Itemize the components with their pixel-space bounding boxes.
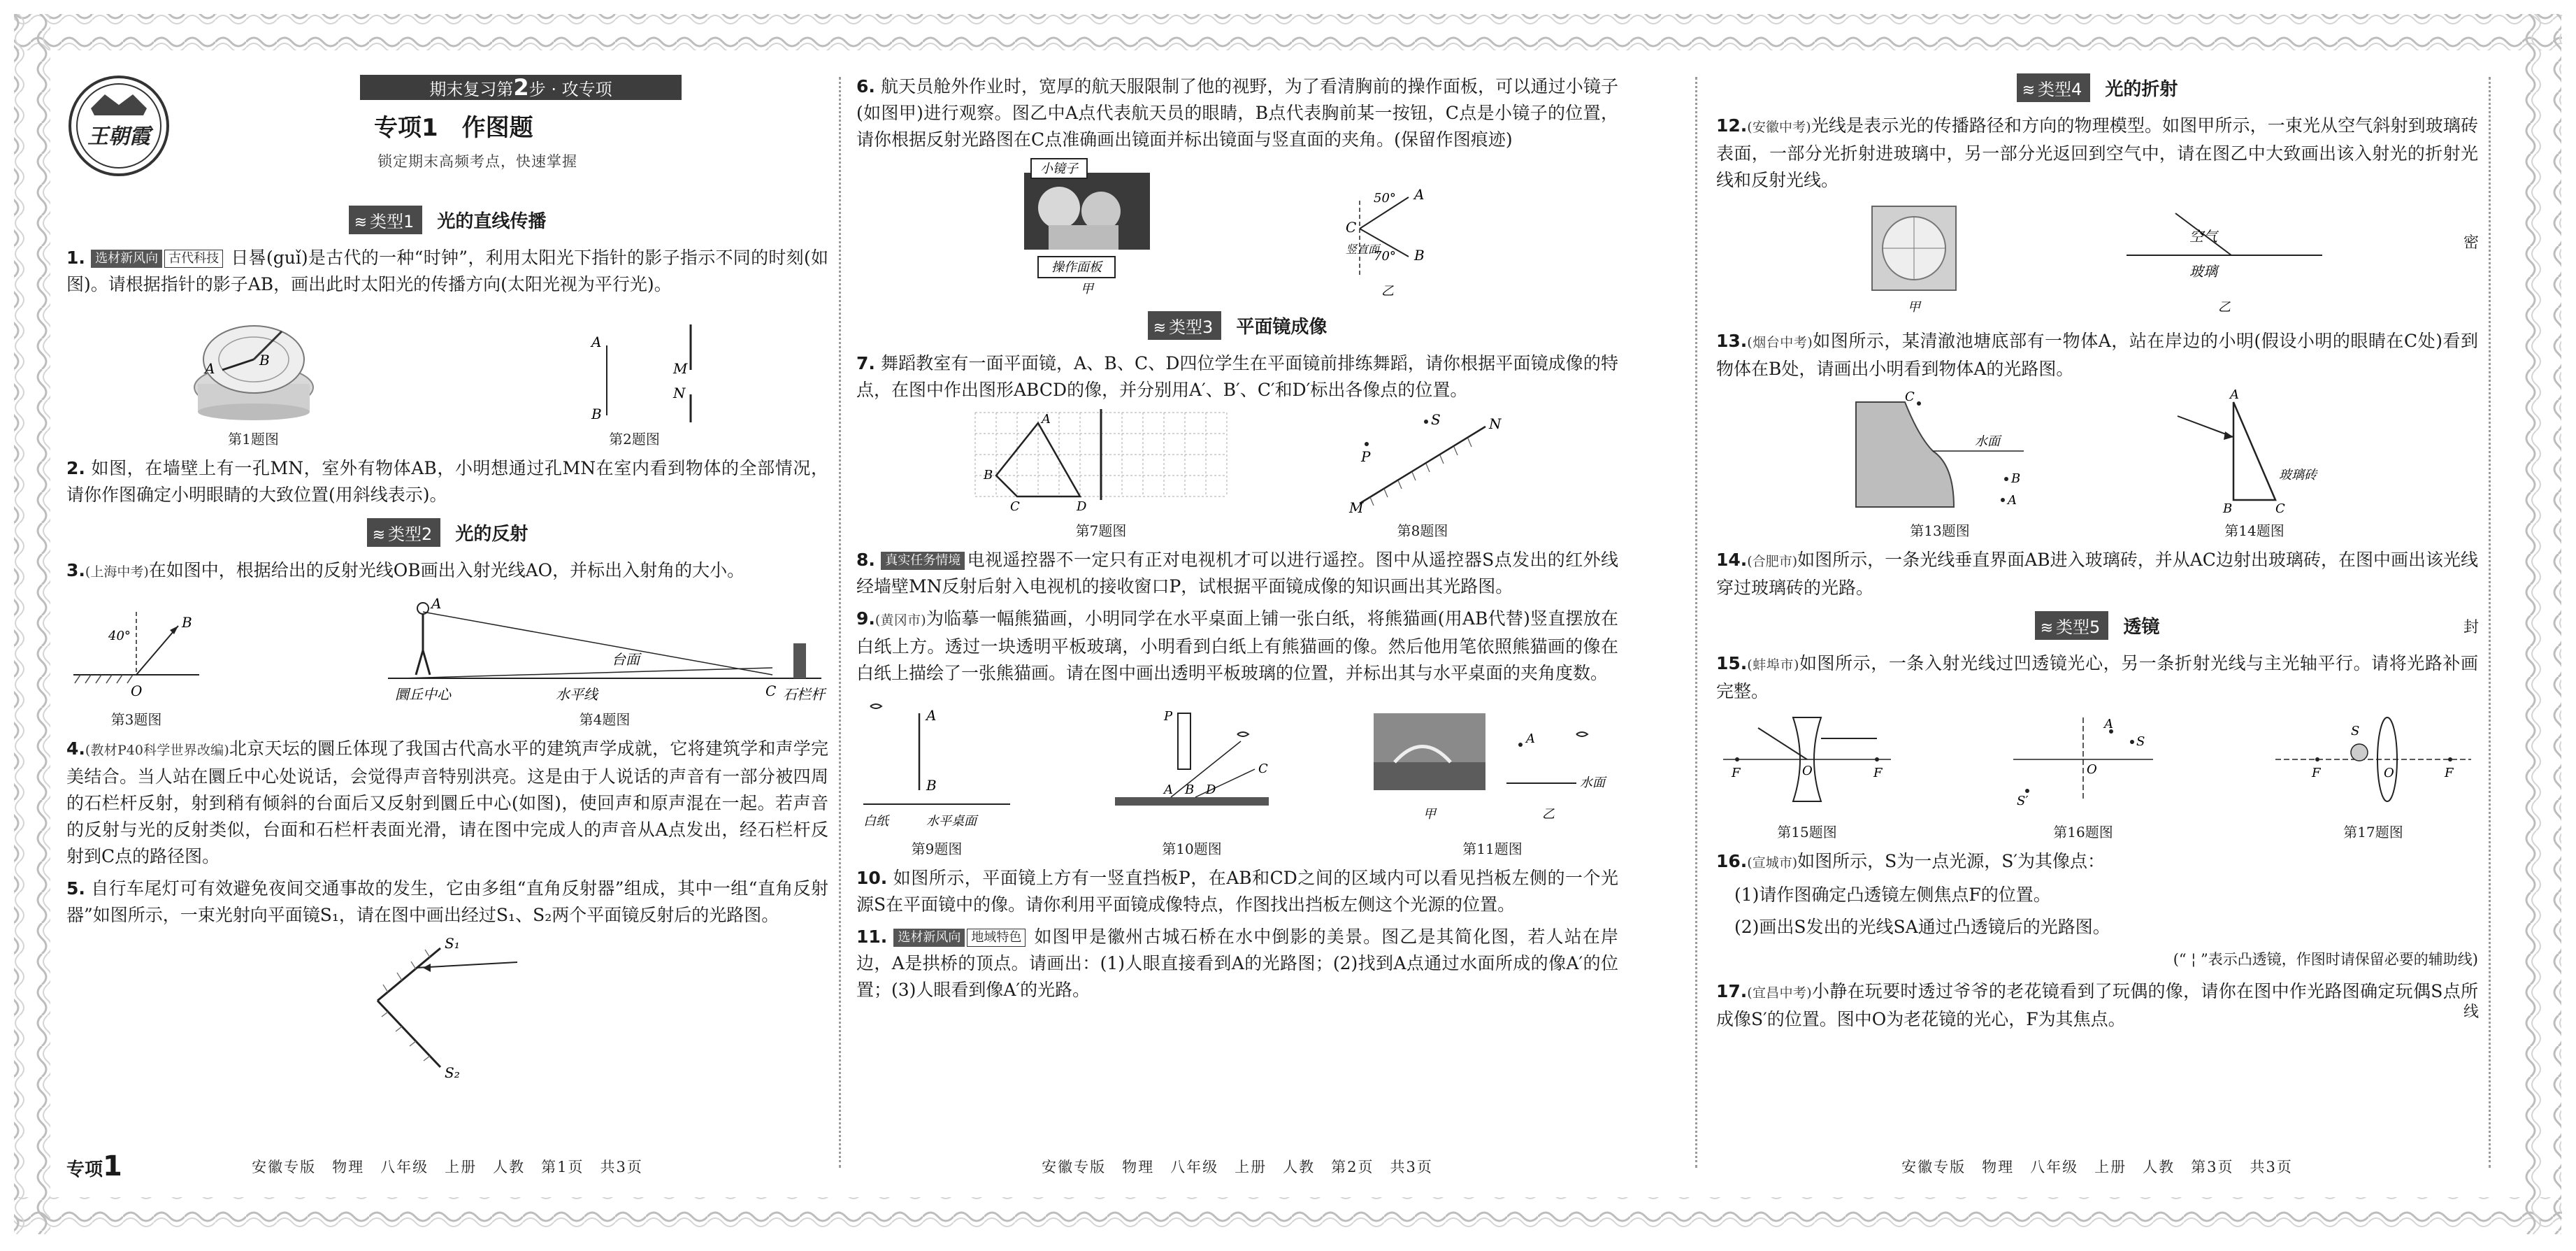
page-3: [1716, 73, 2478, 1185]
svg-text:A: A: [2230, 387, 2239, 402]
section-badge: ≋ 类型3: [1148, 311, 1222, 340]
section-type4: [1716, 73, 2478, 101]
page-footer: 安徽专版 物理 八年级 上册 人教 第1页 共3页: [252, 1159, 643, 1175]
svg-text:C: C: [2275, 501, 2285, 516]
svg-text:B: B: [2011, 471, 2021, 486]
figure-2: A B M N 第2题图: [591, 334, 687, 448]
svg-text:石栏杆: 石栏杆: [783, 686, 825, 703]
svg-text:P: P: [1361, 448, 1371, 465]
question-16-part-2: (2)画出S发出的光线SA通过凸透镜后的光路图。: [1734, 917, 2110, 937]
section-badge: ≋ 类型5: [2035, 611, 2109, 640]
svg-text:S₁: S₁: [445, 935, 460, 952]
question-16-part-1: (1)请作图确定凸透镜左侧焦点F的位置。: [1734, 885, 2051, 905]
page-2: [856, 73, 1618, 1185]
svg-text:C: C: [1905, 389, 1915, 404]
tag-new-trend: 选材新风向: [893, 929, 965, 947]
svg-text:F: F: [1732, 766, 1741, 780]
svg-text:B: B: [591, 406, 602, 422]
question-7: 7. 舞蹈教室有一面平面镜，A、B、C、D四位学生在平面镜前排练舞蹈，请你根据平面镜成像的特点，在图中作出图形ABCD的像，并分别用A′、B′、C′和D′标出各像点的位置。: [856, 353, 1618, 400]
svg-text:F: F: [1873, 766, 1883, 780]
svg-text:S₂: S₂: [445, 1064, 460, 1081]
question-14: 14.(合肥市)如图所示，一条光线垂直界面AB进入玻璃砖，并从AC边射出玻璃砖，在图中画出该光线穿过玻璃砖的光路。: [1716, 550, 2478, 598]
figure-12: [1716, 199, 2478, 321]
question-5: 5. 自行车尾灯可有效避免夜间交通事故的发生，它由多组“直角反射器”组成，其中一组“直角反射器”如图所示，一束光射向平面镜S₁，请在图中画出经过S₁、S₂两个平面镜反射后的光路图。: [66, 878, 828, 925]
question-3: 3.(上海中考)在如图中，根据给出的反射光线OB画出入射光线AO，并标出入射角的大小。: [66, 560, 745, 580]
svg-text:水面: 水面: [1975, 434, 2000, 449]
section-type3: [856, 311, 1618, 339]
svg-text:A: A: [2008, 493, 2017, 508]
page-footer: 安徽专版 物理 八年级 上册 人教 第2页 共3页: [1042, 1159, 1433, 1175]
question-17: 17.(宜昌中考)小静在玩要时透过爷爷的老花镜看到了玩偶的像，请你在图中作光路图确定玩偶S点所成像S′的位置。图中O为老花镜的光心，F为其焦点。: [1716, 981, 2478, 1029]
svg-text:A: A: [1042, 412, 1051, 427]
svg-text:台面: 台面: [612, 651, 640, 668]
svg-text:D: D: [1077, 499, 1087, 514]
figures-3-4: [66, 591, 828, 729]
question-2: 2. 如图，在墙壁上有一孔MN，室外有物体AB，小明想通过孔MN在室内看到物体的全部情况，请你作图确定小明眼睛的大致位置(用斜线表示)。: [66, 458, 828, 505]
svg-text:小镜子: 小镜子: [1040, 162, 1078, 176]
svg-text:S: S: [2351, 724, 2360, 738]
section-title: 透镜: [2123, 617, 2160, 638]
footer-section-label: 专项1: [66, 1150, 122, 1182]
svg-text:O: O: [131, 682, 143, 699]
figures-1-2: [66, 303, 828, 448]
brand-logo: [66, 73, 171, 178]
figures-9-10-11: [856, 692, 1618, 858]
svg-text:40°: 40°: [108, 629, 131, 643]
svg-text:甲: 甲: [1908, 300, 1921, 315]
svg-text:O: O: [2384, 766, 2394, 780]
column-divider-3: [2489, 77, 2491, 1168]
figure-8: P S N M 第8题图: [1349, 411, 1502, 539]
svg-text:F: F: [2312, 766, 2321, 780]
svg-text:白纸: 白纸: [863, 814, 888, 829]
svg-text:A: A: [2104, 717, 2113, 731]
svg-text:S: S: [2136, 734, 2145, 749]
figure-13: C B A 水面 第13题图: [1849, 388, 2031, 540]
header-bar: 期末复习第2步 · 攻专项: [360, 75, 682, 100]
svg-text:50°: 50°: [1374, 191, 1396, 206]
svg-text:F: F: [2445, 766, 2454, 780]
svg-text:70°: 70°: [1374, 249, 1396, 264]
figure-17: F F O S 第17题图: [2268, 710, 2478, 841]
svg-text:C: C: [1258, 762, 1268, 776]
page-1: [66, 73, 828, 1185]
svg-text:甲: 甲: [1081, 282, 1093, 296]
svg-text:A: A: [1414, 186, 1425, 203]
svg-text:A: A: [926, 707, 937, 724]
figure-6-jia: [1017, 159, 1157, 301]
svg-text:D: D: [1206, 782, 1216, 797]
figure-16: A S S′ O 第16题图: [2017, 717, 2145, 841]
svg-text:竖直面: 竖直面: [1346, 243, 1380, 256]
figure-5: [66, 934, 828, 1088]
section-badge: ≋ 类型4: [2017, 73, 2091, 102]
tag-new-trend: 选材新风向: [91, 250, 162, 268]
svg-text:王朝霞: 王朝霞: [87, 124, 150, 149]
binding-mark-2: 封: [2463, 619, 2479, 636]
svg-text:B: B: [259, 352, 270, 369]
question-16-note: (“ ¦ ”表示凸透镜，作图时请保留必要的辅助线): [2173, 951, 2478, 968]
tag-regional: 地域特色: [967, 929, 1026, 947]
question-6: 6. 航天员舱外作业时，宽厚的航天服限制了他的视野，为了看清胸前的操作面板，可以通过小镜子(如图甲)进行观察。图乙中A点代表航天员的眼睛，B点代表胸前某一按钮，C点是小镜子的位置，请你根据反射光路图在C点准确画出镜面并标出镜面与竖直面的夹角。(保留作图痕迹): [856, 76, 1618, 150]
section-badge: ≋ 类型2: [367, 518, 441, 547]
section-badge: ≋ 类型1: [349, 206, 423, 234]
svg-text:M: M: [1349, 499, 1364, 516]
section-title: 平面镜成像: [1236, 317, 1327, 338]
svg-text:C: C: [1346, 219, 1357, 236]
column-divider-2: [1695, 77, 1697, 1168]
figure-12-jia: [1858, 199, 1970, 321]
svg-text:C: C: [765, 682, 777, 699]
question-10: 10. 如图所示，平面镜上方有一竖直挡板P，在AB和CD之间的区域内可以看见挡板左侧的一个光源S在平面镜中的像。请你利用平面镜成像特点，作图找出挡板左侧这个光源的位置。: [856, 868, 1618, 915]
figure-12-yi: [2113, 199, 2336, 321]
page-footer: 安徽专版 物理 八年级 上册 人教 第3页 共3页: [1901, 1159, 2293, 1175]
svg-text:玻璃砖: 玻璃砖: [2279, 468, 2317, 482]
svg-text:B: B: [1414, 247, 1425, 264]
svg-text:水平桌面: 水平桌面: [926, 814, 977, 829]
question-15: 15.(蚌埠市)如图所示，一条入射光线过凹透镜光心，另一条折射光线与主光轴平行。请将光路补画完整。: [1716, 653, 2478, 701]
svg-text:空气: 空气: [2189, 228, 2217, 245]
question-8: 8. 真实任务情境 电视遥控器不一定只有正对电视机才可以进行遥控。图中从遥控器S点发出的红外线经墙壁MN反射后射入电视机的接收窗口P，试根据平面镜成像的知识画出其光路图。: [856, 550, 1618, 596]
question-4: 4.(教材P40科学世界改编)北京天坛的圜丘体现了我国古代高水平的建筑声学成就，它将建筑学和声学完美结合。当人站在圜丘中心处说话，会觉得声音特别洪亮。这是由于人说话的声音有一部分被四周的石栏杆反射，射到稍有倾斜的台面后又反射到圜丘中心(如图)，使回声和原声混在一起。若声音的反射与光的反射类似，台面和石栏杆表面光滑，请在图中完成人的声音从A点发出，经石栏杆反射到C点的路径图。: [66, 738, 828, 866]
question-13: 13.(烟台中考)如图所示，某清澈池塘底部有一物体A，站在岸边的小明(假设小明的眼睛在C处)看到物体在B处，请画出小明看到物体A的光路图。: [1716, 331, 2478, 379]
svg-text:A: A: [204, 360, 215, 377]
question-9: 9.(黄冈市)为临摹一幅熊猫画，小明同学在水平桌面上铺一张白纸，将熊猫画(用AB代替)竖直摆放在白纸上方。透过一块透明平板玻璃，小明看到白纸上有熊猫画的像。然后他用笔依照熊猫画的像在白纸上描绘了一张熊猫画。请在图中画出透明平板玻璃的位置，并标出其与水平桌面的夹角度数。: [856, 608, 1618, 683]
svg-text:C: C: [1010, 499, 1020, 514]
svg-text:N: N: [672, 385, 685, 401]
svg-text:B: B: [984, 468, 993, 482]
tag-real-task: 真实任务情境: [881, 552, 965, 570]
question-16: 16.(宣城市)如图所示，S为一点光源，S′为其像点：: [1716, 851, 2106, 871]
svg-text:水平线: 水平线: [556, 686, 598, 703]
svg-text:B: B: [2223, 501, 2233, 516]
section-type1: [66, 206, 828, 234]
question-12: 12.(安徽中考)光线是表示光的传播路径和方向的物理模型。如图甲所示，一束光从空气斜射到玻璃砖表面，一部分光折射进玻璃中，另一部分光返回到空气中，请在图乙中大致画出该入射光的折射光线和反射光线。: [1716, 115, 2478, 190]
svg-text:操作面板: 操作面板: [1051, 260, 1102, 275]
svg-text:S′: S′: [2017, 794, 2029, 808]
svg-text:P: P: [1164, 709, 1173, 724]
svg-text:B: B: [1185, 782, 1195, 797]
section-title: 光的反射: [455, 524, 528, 545]
figure-1: A B 第1题图: [184, 303, 324, 448]
binding-mark-3: 线: [2463, 1003, 2479, 1021]
svg-text:甲: 甲: [1423, 807, 1436, 822]
svg-text:B: B: [926, 777, 937, 794]
figure-3: 40° B O 第3题图: [66, 591, 206, 729]
svg-text:水面: 水面: [1580, 775, 1605, 790]
section-type2: [66, 518, 828, 546]
figure-6-yi: [1318, 159, 1458, 301]
figure-14: A B C 玻璃砖 第14题图: [2164, 388, 2345, 540]
figures-7-8: [856, 409, 1618, 540]
page-header: [66, 73, 828, 196]
svg-text:M: M: [672, 360, 687, 377]
svg-text:圜丘中心: 圜丘中心: [395, 686, 451, 703]
svg-text:A: A: [591, 334, 601, 350]
figure-10: P A B D C 第10题图: [1108, 692, 1276, 858]
figure-4: A C 台面 圜丘中心 水平线 石栏杆 第4题图: [381, 591, 828, 729]
question-11: 11. 选材新风向 地域特色 如图甲是徽州古城石桥在水中倒影的美景。图乙是其简化图，若人站在岸边，A是拱桥的顶点。请画出：(1)人眼直接看到A的光路图；(2)找到A点通过水面所成的像A′的位置；(3)人眼看到像A′的光路。: [856, 927, 1618, 1000]
section-type5: [1716, 611, 2478, 639]
figure-9: A B 白纸 水平桌面 第9题图: [856, 692, 1017, 858]
svg-text:B: B: [182, 614, 192, 631]
section-title: 光的折射: [2105, 79, 2178, 100]
section-title: 光的直线传播: [437, 211, 547, 232]
figure-6: [856, 159, 1618, 301]
figures-15-16-17: [1716, 710, 2478, 841]
figure-15: F O F 第15题图: [1716, 710, 1898, 841]
figure-11: A 水面 甲 乙 第11题图: [1367, 692, 1618, 858]
svg-text:S: S: [1431, 411, 1441, 428]
binding-mark-1: 密: [2463, 234, 2479, 252]
question-1: 1. 选材新风向 古代科技 日晷(guǐ)是古代的一种“时钟”，利用太阳光下指针的影子指示不同的时刻(如图)。请根据指针的影子AB，画出此时太阳光的传播方向(太阳光视为平行光)。: [66, 248, 828, 294]
svg-text:O: O: [2087, 762, 2097, 777]
svg-text:A: A: [431, 595, 442, 612]
tag-ancient-tech: 古代科技: [164, 250, 223, 268]
figure-7: B C D A 第7题图: [984, 412, 1127, 539]
svg-text:乙: 乙: [1381, 284, 1394, 299]
svg-text:A: A: [1526, 731, 1535, 746]
svg-text:O: O: [1802, 764, 1813, 778]
page-title: 专项1 作图题: [374, 114, 533, 142]
svg-text:N: N: [1489, 415, 1502, 432]
svg-text:A: A: [1164, 782, 1173, 797]
column-divider-1: [839, 77, 841, 1168]
figures-13-14: [1716, 388, 2478, 540]
svg-text:乙: 乙: [1542, 807, 1555, 822]
svg-text:玻璃: 玻璃: [2189, 263, 2217, 280]
svg-text:乙: 乙: [2217, 300, 2231, 315]
page-subtitle: 锁定期末高频考点，快速掌握: [377, 153, 577, 170]
